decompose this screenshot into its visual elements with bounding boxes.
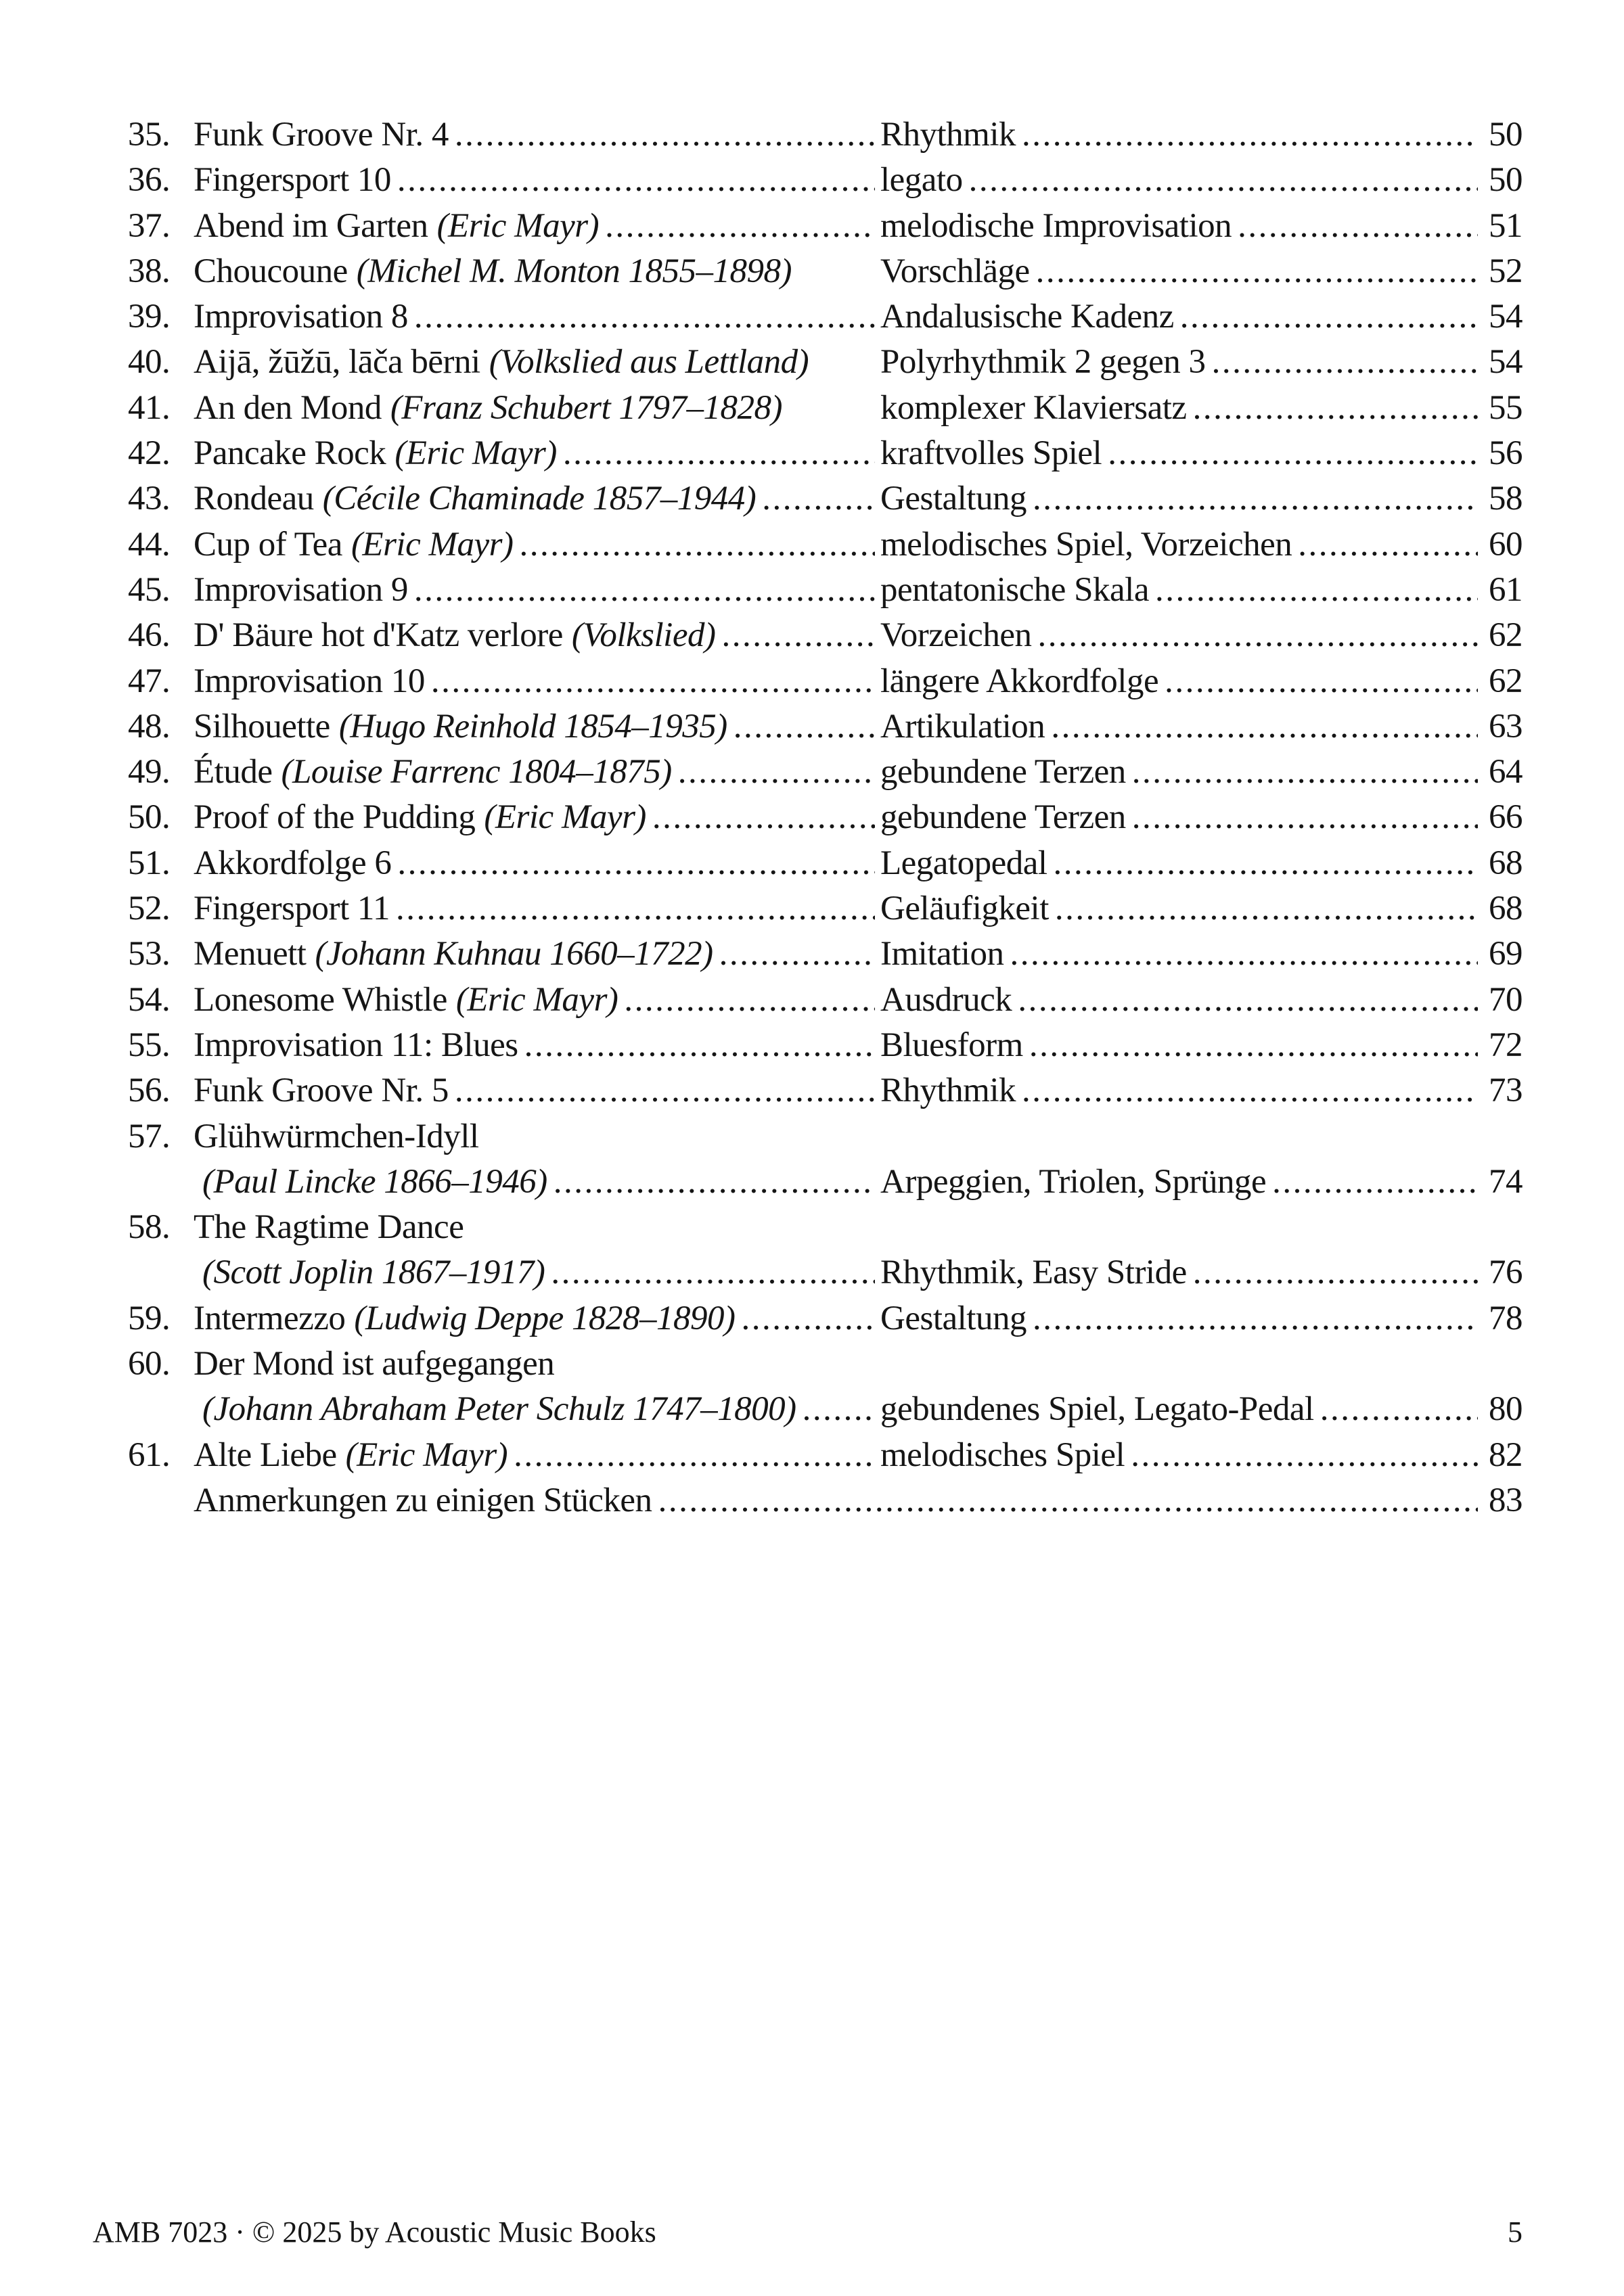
toc-entry-topic: längere Akkordfolge: [880, 662, 1159, 700]
toc-row: [128, 978, 1522, 1023]
dot-leader: [397, 841, 875, 886]
dot-leader: [652, 795, 875, 840]
toc-left-column: [194, 932, 880, 977]
toc-entry-page: 52: [1489, 252, 1522, 290]
toc-right-column: [880, 886, 1522, 932]
toc-row: [128, 158, 1522, 203]
toc-entry-page: 63: [1489, 707, 1522, 745]
toc-entry-number: 41.: [128, 388, 171, 427]
dot-leader: [431, 659, 875, 704]
dot-leader: [1272, 1160, 1478, 1205]
toc-left-column: [194, 568, 880, 613]
dot-leader: [719, 932, 875, 977]
toc-row: [128, 704, 1522, 750]
toc-row: [128, 204, 1522, 249]
toc-left-column: [194, 294, 880, 340]
toc-right-column: [880, 1387, 1522, 1432]
toc-right-column: [880, 249, 1522, 294]
toc-right-column: [880, 978, 1522, 1023]
toc-entry-number: 60.: [128, 1345, 171, 1383]
dot-leader: [1022, 112, 1478, 158]
toc-entry-page: 54: [1489, 343, 1522, 382]
toc-entry-topic: gebundene Terzen: [880, 798, 1126, 837]
toc-entry-title: An den Mond: [194, 388, 382, 427]
toc-entry-page: 50: [1489, 116, 1522, 154]
toc-left-column: [194, 613, 880, 658]
toc-entry-author: (Louise Farrenc 1804–1875): [281, 753, 672, 791]
dot-leader: [624, 978, 875, 1023]
dot-leader: [455, 112, 875, 158]
toc-row: [128, 1296, 1522, 1341]
toc-entry-title: Alte Liebe: [194, 1436, 337, 1474]
toc-entry-number: 46.: [128, 616, 171, 655]
toc-entry-number: 53.: [128, 935, 171, 973]
toc-left-column: [194, 841, 880, 886]
toc-entry-author: (Johann Kuhnau 1660–1722): [315, 935, 713, 973]
toc-entry-page: 55: [1489, 388, 1522, 427]
toc-right-column: [880, 522, 1522, 568]
toc-entry-page: 51: [1489, 206, 1522, 245]
toc-entry-author: (Cécile Chaminade 1857–1944): [322, 480, 757, 518]
toc-entry-topic: melodisches Spiel: [880, 1436, 1125, 1474]
toc-left-column: [194, 204, 880, 249]
toc-entry-author: (Johann Abraham Peter Schulz 1747–1800): [202, 1390, 796, 1429]
dot-leader: [514, 1433, 875, 1478]
toc-entry-author: (Hugo Reinhold 1854–1935): [338, 707, 727, 745]
toc-right-column: [880, 932, 1522, 977]
toc-entry-title: Lonesome Whistle: [194, 980, 447, 1019]
toc-entry-page: 58: [1489, 480, 1522, 518]
toc-right-column: [880, 112, 1522, 158]
toc-entry-author: (Eric Mayr): [345, 1436, 508, 1474]
dot-leader: [1193, 386, 1478, 431]
toc-entry-page: 56: [1489, 434, 1522, 473]
toc-entry-topic: Arpeggien, Triolen, Sprünge: [880, 1162, 1267, 1201]
toc-entry-author: (Volkslied aus Lettland): [489, 343, 809, 382]
toc-right-column: [880, 1068, 1522, 1113]
dot-leader: [1131, 1433, 1478, 1478]
toc-entry-title: D' Bäure hot d'Katz verlore: [194, 616, 563, 655]
toc-left-column: [194, 1387, 880, 1432]
toc-left-column: [194, 1433, 880, 1478]
toc-left-column: [194, 1341, 880, 1387]
toc-entry-page: 50: [1489, 161, 1522, 200]
toc-entry-topic: Geläufigkeit: [880, 890, 1049, 928]
toc-entry-page: 62: [1489, 662, 1522, 700]
dot-leader: [1108, 431, 1478, 476]
toc-entry-number: 54.: [128, 980, 171, 1019]
toc-entry-number: 45.: [128, 570, 171, 609]
toc-entry-page: 62: [1489, 616, 1522, 655]
dot-leader: [396, 886, 875, 932]
dot-leader: [1132, 795, 1478, 840]
toc-entry-page: 69: [1489, 935, 1522, 973]
toc-entry-title: Cup of Tea: [194, 525, 342, 564]
toc-row: [128, 886, 1522, 932]
toc-entry-title: Improvisation 9: [194, 570, 408, 609]
dot-leader: [1037, 613, 1478, 658]
toc-entry-author: (Eric Mayr): [351, 525, 514, 564]
toc-entry-author: (Eric Mayr): [484, 798, 646, 837]
dot-leader: [397, 158, 875, 203]
toc-entry-title: Pancake Rock: [194, 434, 386, 473]
toc-row-continuation: [128, 1387, 1522, 1432]
toc-entry-number: 52.: [128, 890, 171, 928]
dot-leader: [1155, 568, 1478, 613]
toc-entry-topic: Gestaltung: [880, 1299, 1027, 1337]
toc-entry-title: Improvisation 10: [194, 662, 425, 700]
toc-right-column: [880, 431, 1522, 476]
toc-row: [128, 1478, 1522, 1523]
toc-entry-author: (Volkslied): [571, 616, 716, 655]
toc-entry-author: (Eric Mayr): [394, 434, 557, 473]
toc-entry-title: Glühwürmchen-Idyll: [194, 1117, 479, 1155]
dot-leader: [1033, 476, 1478, 522]
toc-entry-topic: Ausdruck: [880, 980, 1012, 1019]
toc-entry-number: 37.: [128, 206, 171, 245]
toc-entry-number: 50.: [128, 798, 171, 837]
toc-entry-title: Improvisation 11: Blues: [194, 1026, 518, 1064]
dot-leader: [1238, 204, 1478, 249]
toc-entry-author: (Franz Schubert 1797–1828): [390, 388, 782, 427]
toc-left-column: [194, 1023, 880, 1068]
toc-full-width-entry: [194, 1478, 1483, 1523]
toc-entry-topic: Gestaltung: [880, 480, 1027, 518]
toc-entry-number: 39.: [128, 298, 171, 336]
toc-row: [128, 1341, 1522, 1387]
toc-entry-title: Funk Groove Nr. 5: [194, 1072, 449, 1110]
toc-left-column: [194, 750, 880, 795]
toc-right-column: [880, 841, 1522, 886]
toc-entry-topic: Bluesform: [880, 1026, 1023, 1064]
toc-entry-number: 47.: [128, 662, 171, 700]
toc-left-column: [194, 1160, 880, 1205]
toc-entry-page: 66: [1489, 798, 1522, 837]
toc-left-column: [194, 340, 880, 385]
toc-entry-title: Étude: [194, 753, 273, 791]
toc-row-continuation: [128, 1160, 1522, 1205]
toc-entry-topic: kraftvolles Spiel: [880, 434, 1102, 473]
toc-entry-topic: melodische Improvisation: [880, 206, 1232, 245]
dot-leader: [414, 568, 875, 613]
toc-entry-page: 76: [1489, 1254, 1522, 1292]
toc-entry-title: Anmerkungen zu einigen Stücken: [194, 1481, 652, 1519]
dot-leader: [734, 704, 875, 750]
toc-right-column: [880, 1160, 1522, 1205]
dot-leader: [1029, 1023, 1478, 1068]
toc-row: [128, 112, 1522, 158]
toc-entry-number: 57.: [128, 1117, 171, 1155]
toc-entry-title: Menuett: [194, 935, 307, 973]
dot-leader: [721, 613, 875, 658]
dot-leader: [524, 1023, 875, 1068]
dot-leader: [1054, 841, 1478, 886]
toc-row: [128, 1023, 1522, 1068]
toc-left-column: [194, 886, 880, 932]
toc-entry-number: 56.: [128, 1072, 171, 1110]
toc-entry-number: 44.: [128, 525, 171, 564]
toc-entry-topic: komplexer Klaviersatz: [880, 388, 1187, 427]
toc-entry-title: Proof of the Pudding: [194, 798, 476, 837]
toc-left-column: [194, 112, 880, 158]
dot-leader: [414, 294, 875, 340]
toc-right-column: [880, 1296, 1522, 1341]
toc-left-column: [194, 1114, 880, 1160]
toc-entry-topic: Andalusische Kadenz: [880, 298, 1174, 336]
toc-entry-title: Akkordfolge 6: [194, 844, 392, 882]
toc-right-column: [880, 204, 1522, 249]
toc-row: [128, 249, 1522, 294]
toc-left-column: [194, 522, 880, 568]
toc-entry-page: 80: [1489, 1390, 1522, 1429]
toc-entry-number: 40.: [128, 343, 171, 382]
toc-row: [128, 1205, 1522, 1250]
toc-entry-topic: Legatopedal: [880, 844, 1047, 882]
toc-right-column: [880, 158, 1522, 203]
toc-right-column: [880, 476, 1522, 522]
toc-entry-topic: Vorschläge: [880, 252, 1030, 290]
toc-left-column: [194, 795, 880, 840]
dot-leader: [1320, 1387, 1478, 1432]
toc-entry-page: 70: [1489, 980, 1522, 1019]
dot-leader: [605, 204, 875, 249]
dot-leader: [563, 431, 875, 476]
toc-right-column: [880, 750, 1522, 795]
toc-row: [128, 932, 1522, 977]
toc-right-column: [880, 386, 1522, 431]
toc-entry-number: 43.: [128, 480, 171, 518]
dot-leader: [678, 750, 875, 795]
toc-entry-title: Improvisation 8: [194, 298, 408, 336]
toc-left-column: [194, 1205, 880, 1250]
dot-leader: [1022, 1068, 1478, 1113]
toc-entry-title: Abend im Garten: [194, 206, 428, 245]
toc-entry-number: 38.: [128, 252, 171, 290]
dot-leader: [554, 1160, 875, 1205]
toc-left-column: [194, 249, 880, 294]
toc-entry-title: Fingersport 11: [194, 890, 390, 928]
page-footer: [93, 2211, 1522, 2254]
toc-entry-number: 42.: [128, 434, 171, 473]
dot-leader: [741, 1296, 875, 1341]
toc-entry-page: 74: [1489, 1162, 1522, 1201]
toc-entry-title: Silhouette: [194, 707, 330, 745]
toc-entry-page: 72: [1489, 1026, 1522, 1064]
toc-right-column: [880, 1250, 1522, 1295]
toc-entry-page: 82: [1489, 1436, 1522, 1474]
toc-entry-topic: Polyrhythmik 2 gegen 3: [880, 343, 1206, 382]
toc-row-continuation: [128, 1250, 1522, 1295]
toc-entry-number: 35.: [128, 116, 171, 154]
toc-entry-number: 61.: [128, 1436, 171, 1474]
toc-entry-topic: Rhythmik: [880, 116, 1016, 154]
toc-entry-number: 49.: [128, 753, 171, 791]
toc-entry-number: 36.: [128, 161, 171, 200]
toc-entry-number: 58.: [128, 1208, 171, 1247]
toc-left-column: [194, 431, 880, 476]
toc-row: [128, 522, 1522, 568]
toc-entry-topic: Vorzeichen: [880, 616, 1032, 655]
toc-entry-title: Funk Groove Nr. 4: [194, 116, 449, 154]
dot-leader: [1212, 340, 1478, 385]
toc-entry-number: 59.: [128, 1299, 171, 1337]
toc-row: [128, 568, 1522, 613]
toc-left-column: [194, 704, 880, 750]
toc-entry-title: Choucoune: [194, 252, 348, 290]
dot-leader: [762, 476, 875, 522]
dot-leader: [1051, 704, 1478, 750]
toc-right-column: [880, 340, 1522, 385]
toc-entry-title: Aijā, žūžū, lāča bērni: [194, 343, 480, 382]
dot-leader: [658, 1478, 1478, 1523]
toc-entry-title: Fingersport 10: [194, 161, 391, 200]
toc-left-column: [194, 978, 880, 1023]
dot-leader: [969, 158, 1478, 203]
toc-right-column: [880, 1023, 1522, 1068]
dot-leader: [1132, 750, 1478, 795]
toc-entry-author: (Eric Mayr): [436, 206, 600, 245]
toc-entry-page: 64: [1489, 753, 1522, 791]
toc-right-column: [880, 613, 1522, 658]
toc-entry-page: 68: [1489, 890, 1522, 928]
toc-entry-page: 73: [1489, 1072, 1522, 1110]
toc-entry-topic: Rhythmik: [880, 1072, 1016, 1110]
toc-entry-topic: Imitation: [880, 935, 1004, 973]
dot-leader: [1055, 886, 1478, 932]
toc-entry-page: 54: [1489, 298, 1522, 336]
toc-entry-number: 51.: [128, 844, 171, 882]
toc-row: [128, 1114, 1522, 1160]
dot-leader: [455, 1068, 875, 1113]
dot-leader: [519, 522, 875, 568]
toc-entry-page: 83: [1489, 1481, 1522, 1519]
toc-row: [128, 1433, 1522, 1478]
toc-left-column: [194, 1250, 880, 1295]
dot-leader: [1298, 522, 1478, 568]
toc-row: [128, 476, 1522, 522]
toc-row: [128, 659, 1522, 704]
toc-row: [128, 294, 1522, 340]
toc-entry-number: 48.: [128, 707, 171, 745]
toc-entry-page: 60: [1489, 525, 1522, 564]
toc-row: [128, 795, 1522, 840]
toc-row: [128, 841, 1522, 886]
dot-leader: [1193, 1250, 1478, 1295]
footer-page-number: 5: [1508, 2215, 1522, 2249]
toc-entry-author: (Paul Lincke 1866–1946): [202, 1162, 547, 1201]
toc-entry-author: (Scott Joplin 1867–1917): [202, 1254, 545, 1292]
toc-entry-topic: pentatonische Skala: [880, 570, 1149, 609]
toc-left-column: [194, 1068, 880, 1113]
toc-row: [128, 1068, 1522, 1113]
toc-left-column: [194, 476, 880, 522]
toc-entry-title: The Ragtime Dance: [194, 1208, 464, 1247]
dot-leader: [1010, 932, 1478, 977]
toc-row: [128, 613, 1522, 658]
toc-right-column: [880, 568, 1522, 613]
toc-entry-topic: gebundene Terzen: [880, 753, 1126, 791]
toc-right-column: [880, 294, 1522, 340]
toc-row: [128, 386, 1522, 431]
toc: [128, 112, 1522, 1523]
toc-entry-title: Rondeau: [194, 480, 314, 518]
toc-entry-number: 55.: [128, 1026, 171, 1064]
toc-row: [128, 340, 1522, 385]
dot-leader: [803, 1387, 875, 1432]
toc-entry-topic: legato: [880, 161, 963, 200]
toc-left-column: [194, 386, 880, 431]
toc-entry-topic: gebundenes Spiel, Legato-Pedal: [880, 1390, 1314, 1429]
toc-entry-author: (Ludwig Deppe 1828–1890): [354, 1299, 736, 1337]
dot-leader: [1018, 978, 1478, 1023]
dot-leader: [1036, 249, 1478, 294]
dot-leader: [551, 1250, 875, 1295]
toc-entry-author: (Michel M. Monton 1855–1898): [356, 252, 792, 290]
toc-row: [128, 750, 1522, 795]
toc-left-column: [194, 1296, 880, 1341]
toc-entry-title: Intermezzo: [194, 1299, 346, 1337]
toc-left-column: [194, 659, 880, 704]
toc-row: [128, 431, 1522, 476]
footer-imprint: AMB 7023 · © 2025 by Acoustic Music Books: [93, 2215, 656, 2249]
toc-entry-topic: Rhythmik, Easy Stride: [880, 1254, 1187, 1292]
toc-entry-page: 68: [1489, 844, 1522, 882]
toc-entry-page: 61: [1489, 570, 1522, 609]
toc-right-column: [880, 1433, 1522, 1478]
dot-leader: [1180, 294, 1478, 340]
toc-right-column: [880, 704, 1522, 750]
toc-right-column: [880, 795, 1522, 840]
toc-entry-author: (Eric Mayr): [455, 980, 618, 1019]
toc-entry-topic: melodisches Spiel, Vorzeichen: [880, 525, 1292, 564]
dot-leader: [1165, 659, 1478, 704]
toc-entry-page: 78: [1489, 1299, 1522, 1337]
toc-entry-title: Der Mond ist aufgegangen: [194, 1345, 555, 1383]
dot-leader: [1033, 1296, 1478, 1341]
toc-right-column: [880, 659, 1522, 704]
toc-entry-topic: Artikulation: [880, 707, 1045, 745]
toc-left-column: [194, 158, 880, 203]
